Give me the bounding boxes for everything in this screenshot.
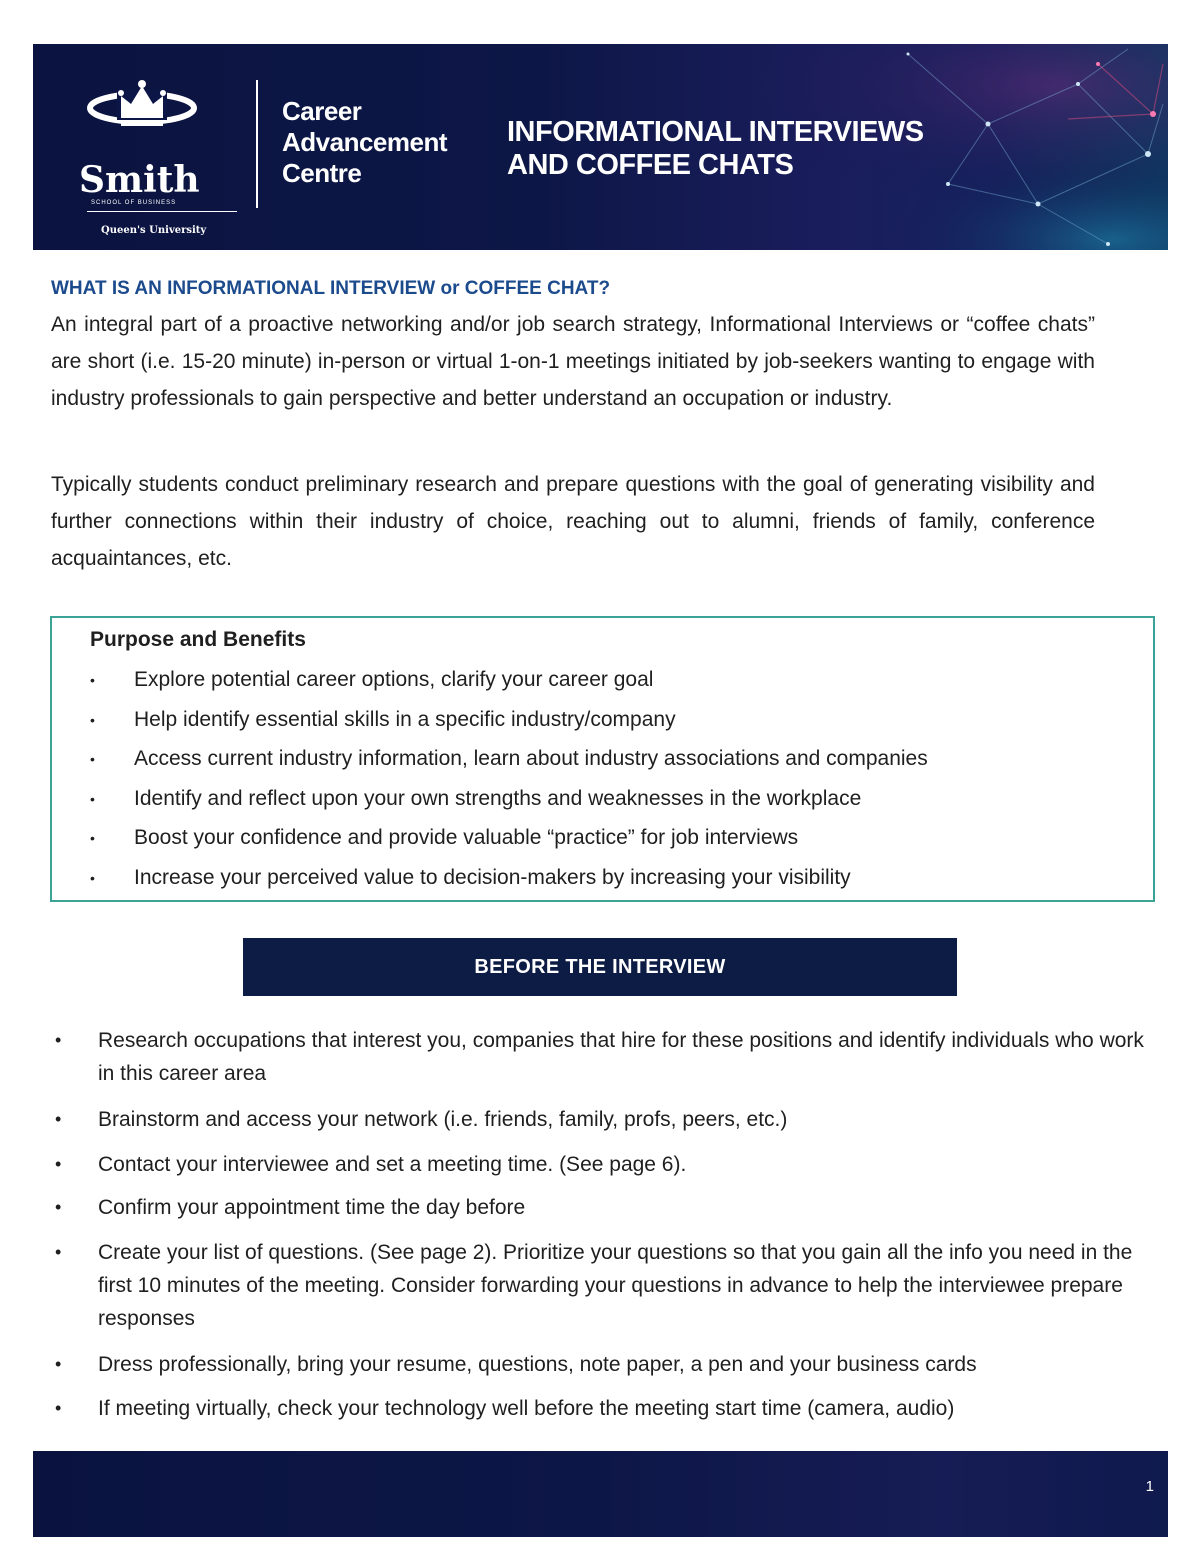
bullet-icon: •: [90, 790, 95, 807]
title-line: AND COFFEE CHATS: [507, 149, 794, 181]
section-heading-before: BEFORE THE INTERVIEW: [243, 938, 957, 996]
list-item: [55, 1348, 1165, 1392]
bullet-icon: •: [55, 1242, 62, 1262]
footer-banner: [33, 1451, 1168, 1537]
list-item-text: Increase your perceived value to decision-makers by increasing your visibility: [134, 865, 851, 889]
list-item-text: Contact your interviewee and set a meeting time. (See page 6).: [98, 1153, 687, 1176]
intro-paragraph: Typically students conduct preliminary research and prepare questions with the goal of generating visibility and further connections within their industry of choice, reaching out to alumni, friends of family, conference acquaintances, etc.: [51, 473, 1095, 570]
bullet-icon: •: [90, 711, 95, 728]
purpose-title: Purpose and Benefits: [90, 628, 306, 651]
bullet-icon: •: [90, 672, 95, 688]
logo-wordmark: Smith: [79, 159, 200, 201]
list-item-text: Access current industry information, learn about industry associations and companies: [134, 747, 928, 770]
centre-line: Centre: [282, 158, 362, 188]
list-item: [90, 862, 928, 902]
list-item-text: Brainstorm and access your network (i.e. friends, family, profs, peers, etc.): [98, 1108, 788, 1131]
list-item-text: Explore potential career options, clarify your career goal: [134, 668, 654, 691]
crown-icon: [87, 78, 197, 130]
list-item: [90, 783, 928, 823]
header-banner: [33, 44, 1168, 250]
intro-paragraph: An integral part of a proactive networking and/or job search strategy, Informational Interviews or “coffee chats” are short (i.e. 15-20 minute) in-person or virtual 1-on-1 meetings initiated by job-seekers wanting to engage with industry professionals to gain perspective and better understand an occupation or industry.: [51, 313, 1095, 410]
bullet-icon: •: [55, 1109, 62, 1129]
list-item: [55, 1024, 1165, 1103]
bullet-icon: •: [90, 830, 95, 846]
logo-university: Queen's University: [101, 225, 207, 236]
list-item-text: Dress professionally, bring your resume, questions, note paper, a pen and your business cards: [98, 1353, 977, 1376]
list-item: [55, 1103, 1165, 1148]
list-item: [55, 1148, 1165, 1191]
list-item-text: Create your list of questions. (See page 2). Prioritize your questions so that you gain all the info you need in the first 10 minutes of the meeting. Consider forwarding your questions in advance to help the interviewee prepare responses: [98, 1241, 1133, 1330]
centre-line: Career: [282, 96, 362, 126]
purpose-list: [90, 664, 928, 901]
bullet-icon: •: [55, 1197, 62, 1217]
header-divider: [256, 80, 258, 208]
list-item-text: Help identify essential skills in a specific industry/company: [134, 707, 676, 731]
bullet-icon: •: [55, 1398, 62, 1418]
page-number: 1: [1145, 1478, 1154, 1495]
intro-heading: WHAT IS AN INFORMATIONAL INTERVIEW or COFFEE CHAT?: [51, 278, 611, 299]
smith-logo: [79, 78, 239, 248]
list-item: [55, 1191, 1165, 1236]
document-title: [507, 116, 1027, 182]
list-item: [90, 704, 928, 744]
list-item: [90, 743, 928, 783]
bullet-icon: •: [55, 1154, 62, 1174]
title-line: INFORMATIONAL INTERVIEWS: [507, 116, 924, 148]
bullet-icon: •: [55, 1030, 62, 1050]
bullet-icon: •: [55, 1354, 62, 1374]
list-item-text: Identify and reflect upon your own strengths and weaknesses in the workplace: [134, 786, 862, 810]
bullet-icon: •: [90, 751, 95, 767]
list-item-text: Research occupations that interest you, companies that hire for these positions and identify individuals who work in this career area: [98, 1029, 1144, 1085]
centre-line: Advancement: [282, 127, 447, 157]
list-item-text: If meeting virtually, check your technology well before the meeting start time (camera, audio): [98, 1397, 955, 1420]
logo-school: SCHOOL OF BUSINESS: [91, 200, 177, 206]
list-item: [90, 664, 928, 704]
before-list: [55, 1024, 1165, 1432]
list-item: [55, 1392, 1165, 1432]
list-item: [90, 822, 928, 862]
list-item-text: Confirm your appointment time the day before: [98, 1196, 526, 1219]
bullet-icon: •: [90, 869, 95, 886]
list-item-text: Boost your confidence and provide valuable “practice” for job interviews: [134, 826, 799, 849]
centre-name: [282, 96, 447, 189]
purpose-box: [50, 616, 1155, 902]
logo-rule: [87, 211, 237, 212]
list-item: [55, 1236, 1165, 1348]
